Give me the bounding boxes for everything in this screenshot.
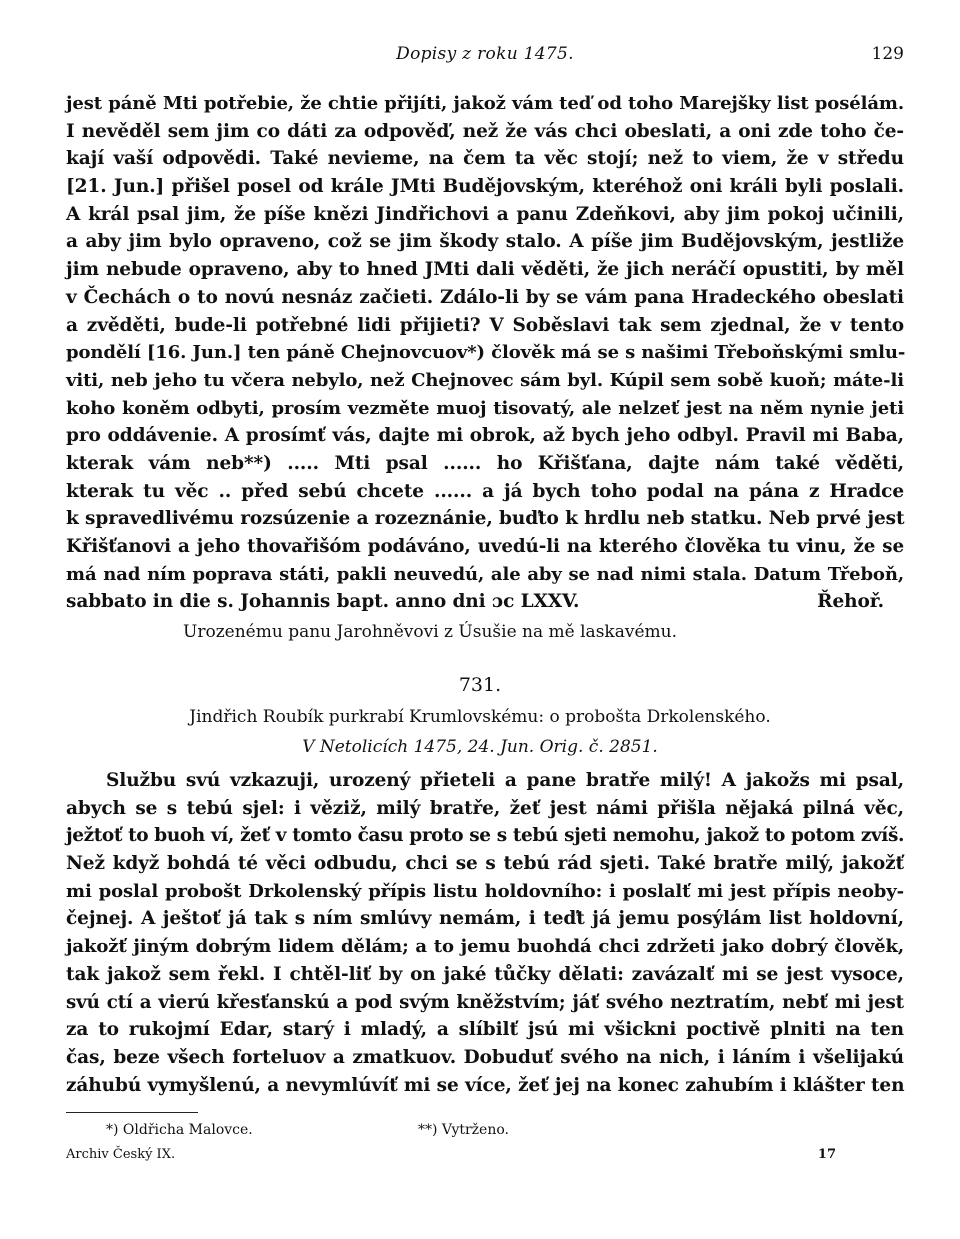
text-line: Než když bohdá té věci odbudu, chci se s tebú rád sjeti. Také bratře milý, jakožť xyxy=(66,853,904,875)
text-line: pondělí [16. Jun.] ten páně Chejnovcuov*) člověk má se s našimi Třeboňskými smlu- xyxy=(66,342,906,364)
text-line: ježtoť to buoh ví, žeť v tomto času proto se s tebú sjeti nemohu, jakož to potom zvíš. xyxy=(66,825,904,847)
document-source: V Netolicích 1475, 24. Jun. Orig. č. 2851. xyxy=(302,737,658,757)
text-line: k spravedlivému rozsúzenie a rozeznánie, buďto k hrdlu neb statku. Neb prvé jest xyxy=(66,508,905,530)
text-line: svú ctí a vierú křesťanskú a pod svým kněžstvím; jáť svého neztratím, nebť mi jest xyxy=(66,991,904,1013)
letter-730-body xyxy=(66,90,904,616)
text-line: a aby jim bylo opraveno, což se jim škody stalo. A píše jim Budějovským, jestliže xyxy=(66,231,904,253)
text-line: kterak tu věc .. před sebú chcete ...... a já bych toho podal na pána z Hradce xyxy=(66,480,904,502)
document-heading: Jindřich Roubík purkrabí Krumlovskému: o probošta Drkolenského. xyxy=(189,707,771,727)
dating-clause: sabbato in die s. Johannis bapt. anno dni ɔc LXXV. xyxy=(66,591,580,613)
text-line: v Čechách o to novú nesnáz začieti. Zdálo-li by se vám pana Hradeckého obeslati xyxy=(66,286,904,308)
text-line: čas, beze všech forteluov a zmatkuov. Dobuduť svého na nich, i láním i všelijakú xyxy=(66,1046,904,1068)
page-number: 129 xyxy=(871,44,904,64)
volume-name: Archiv Český IX. xyxy=(66,1147,176,1162)
text-line: tak jakož sem řekl. I chtěl-liť by on jaké tůčky dělati: zavázalť mi se jest vysoce, xyxy=(66,963,904,985)
sheet-number: 17 xyxy=(817,1147,836,1162)
text-line: jakožť jiným dobrým lidem dělám; a to jemu buohdá chci zdržeti jako dobrý člověk, xyxy=(66,936,904,958)
text-line: abych se s tebú sjel: i věziž, milý bratře, žeť jest námi přišla nějaká pilná věc, xyxy=(66,797,904,819)
text-line: čejnej. A ještoť já tak s ním smlúvy nemám, i teďt já jemu posýlám list holdovní, xyxy=(66,908,904,930)
text-line: kterak vám neb**) ..... Mti psal ...... ho Křišťana, dajte nám také věděti, xyxy=(66,452,904,474)
letter-731-body xyxy=(66,767,904,1099)
sender-signature: Řehoř. xyxy=(817,591,884,613)
letter-address: Urozenému panu Jarohněvovi z Úsušie na mě laskavému. xyxy=(183,622,677,642)
text-line: viti, neb jeho tu včera nebylo, než Chejnovec sám byl. Kúpil sem sobě kuoň; máte-li xyxy=(66,369,904,391)
text-line: A král psal jim, že píše knězi Jindřichovi a panu Zdeňkovi, aby jim pokoj učinili, xyxy=(66,203,904,225)
footnotes xyxy=(106,1122,706,1142)
text-line: má nad ním poprava státi, pakli neuvedú, ale aby se nad nimi stala. Datum Třeboň, xyxy=(66,563,904,585)
document-number: 731. xyxy=(458,674,502,696)
printer-signature-bar xyxy=(66,1147,904,1167)
closing-line xyxy=(66,588,904,616)
text-line: pro oddávenie. A prosímť vás, dajte mi obrok, až bych jeho odbyl. Pravil mi Baba, xyxy=(66,425,904,447)
text-line: I nevěděl sem jim co dáti za odpověď, než že vás chci obeslati, a oni zde toho če- xyxy=(66,120,904,142)
text-line: Službu svú vzkazuji, urozený přieteli a pane bratře milý! A jakožs mi psal, xyxy=(106,770,904,791)
running-head xyxy=(66,44,904,74)
text-line: jim nebude opraveno, aby to hned JMti dali věděti, že jich neráčí opustiti, by měl xyxy=(66,259,904,281)
text-line: jest páně Mti potřebie, že chtie přijíti, jakož vám teď od toho Marejšky list posélám. xyxy=(66,93,904,114)
footnote-1: *) Oldřicha Malovce. xyxy=(106,1122,253,1138)
running-title: Dopisy z roku 1475. xyxy=(396,44,574,64)
footnote-2: **) Vytrženo. xyxy=(418,1122,509,1138)
text-line: koho koněm odbyti, prosím vezměte muoj tisovatý, ale nelzeť jest na něm nynie jeti xyxy=(66,397,904,419)
text-line: mi poslal probošt Drkolenský přípis listu holdovního: i poslalť mi jest přípis neoby- xyxy=(66,880,904,902)
footnote-rule xyxy=(66,1112,198,1113)
text-line: Křišťanovi a jeho thovařišóm podáváno, uvedú-li na kterého člověka tu vinu, že se xyxy=(66,536,904,557)
text-line: za to rukojmí Edar, starý i mladý, a slíbilť jsú mi všickni poctivě plniti na ten xyxy=(66,1019,904,1041)
text-line: a zvěděti, bude-li potřebné lidi přijieti? V Soběslavi tak sem zjednal, že v tento xyxy=(66,314,904,336)
text-line: záhubú vymyšlenú, a nevymlúvíť mi se více, žeť jej na konec zahubím i klášter ten xyxy=(66,1074,905,1096)
text-line: kají vaší odpovědi. Také nevieme, na čem ta věc stojí; než to viem, že v středu xyxy=(66,148,904,170)
text-line: [21. Jun.] přišel posel od krále JMti Budějovským, kteréhož oni králi byli poslali. xyxy=(66,176,904,198)
